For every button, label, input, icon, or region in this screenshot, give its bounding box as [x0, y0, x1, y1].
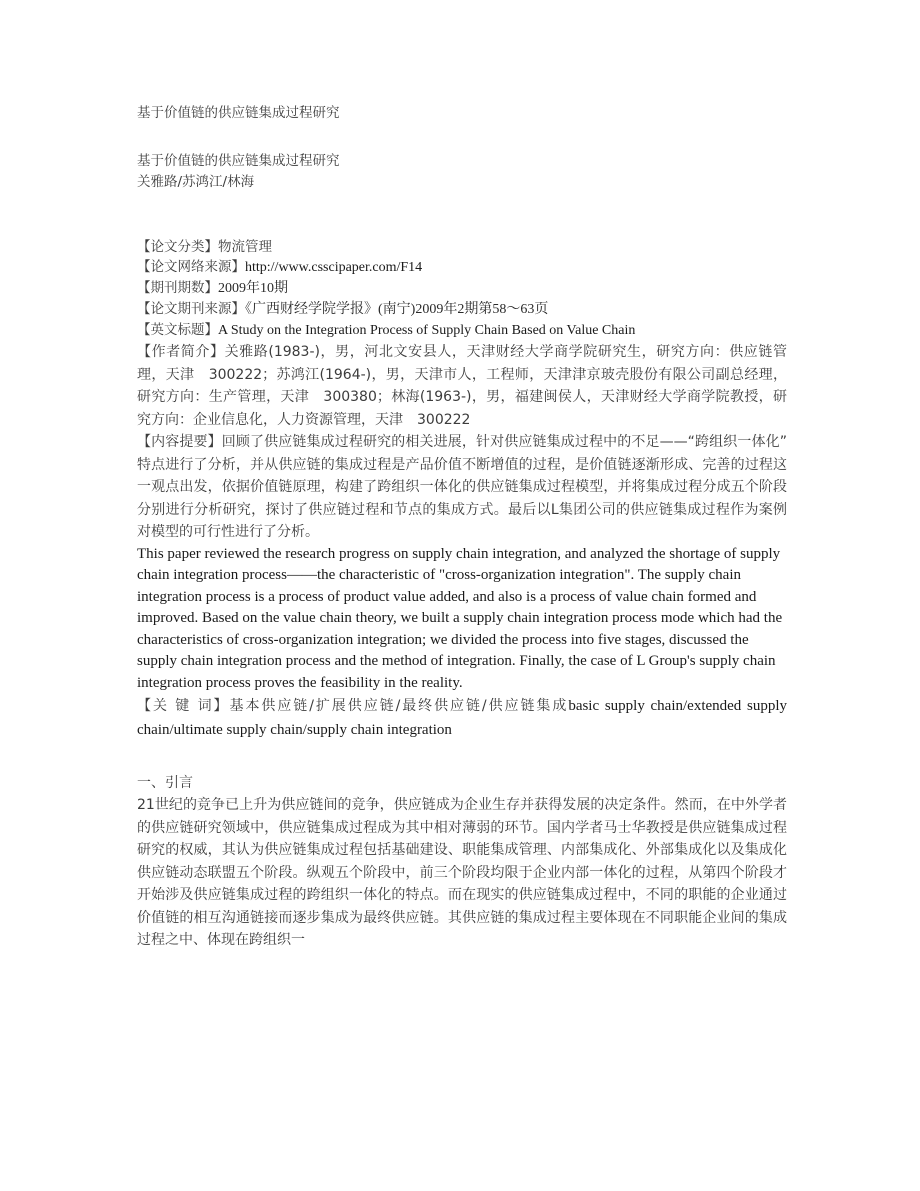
author-bio-label: 【作者简介】 [137, 344, 225, 360]
metadata-label: 【论文分类】 [137, 239, 218, 255]
metadata-row-journal [137, 299, 787, 320]
metadata-value-url[interactable]: http://www.csscipaper.com/F14 [245, 260, 423, 275]
metadata-list [137, 237, 787, 341]
metadata-row-english-title [137, 320, 787, 341]
page-title: 基于价值链的供应链集成过程研究 [137, 153, 340, 169]
title-byline-block [137, 151, 787, 193]
author-line: 关雅路/苏鸿江/林海 [137, 174, 255, 190]
author-bio-text: 关雅路(1983-)，男，河北文安县人，天津财经大学商学院研究生，研究方向：供应链管理，天津 300222；苏鸿江(1964-)，男，天津市人，工程师，天津津京玻壳股份有限公司副总经理，研究方向：生产管理，天津 300380；林海(1963-)，男，福建闽侯人，天津财经大学商学院教授，研究方向：企业信息化，人力资源管理，天津 300222 [137, 344, 788, 428]
title-spacer [137, 123, 787, 151]
metadata-value: 2009年10期 [218, 281, 288, 296]
metadata-value-english-title: A Study on the Integration Process of Supply Chain Based on Value Chain [218, 323, 636, 338]
keywords-en: basic supply chain/extended supply chain/ultimate supply chain/supply chain integration [137, 698, 788, 738]
metadata-row-source-url [137, 257, 787, 278]
author-bio-paragraph [137, 341, 787, 431]
body-paragraph-introduction: 21世纪的竞争已上升为供应链间的竞争，供应链成为企业生存并获得发展的决定条件。然而，在中外学者的供应链研究领域中，供应链集成过程成为其中相对薄弱的环节。国内学者马士华教授是供应链集成过程研究的权威，其认为供应链集成过程包括基础建设、职能集成管理、内部集成化、外部集成化以及集成化供应链动态联盟五个阶段。纵观五个阶段中，前三个阶段均限于企业内部一体化的过程，从第四个阶段才开始涉及供应链集成过程的跨组织一体化的特点。而在现实的供应链集成过程中，不同的职能的企业通过价值链的相互沟通链接而逐步集成为最终供应链。其供应链的集成过程主要体现在不同职能企业间的集成过程之中、体现在跨组织一 [137, 797, 787, 948]
abstract-cn-paragraph [137, 431, 787, 544]
metadata-label: 【期刊期数】 [137, 280, 218, 296]
metadata-label: 【论文期刊来源】 [137, 301, 245, 317]
document-content [137, 103, 787, 952]
keywords-cn: 基本供应链/扩展供应链/最终供应链/供应链集成 [229, 698, 569, 714]
metadata-value: 物流管理 [218, 239, 272, 255]
keywords-paragraph [137, 694, 787, 742]
metadata-spacer [137, 193, 787, 237]
abstract-cn-text: 回顾了供应链集成过程研究的相关进展，针对供应链集成过程中的不足——“跨组织一体化”特点进行了分析，并从供应链的集成过程是产品价值不断增值的过程，是价值链逐渐形成、完善的过程这一观点出发，依据价值链原理，构建了跨组织一体化的供应链集成过程模型，并将集成过程分成五个阶段分别进行分析研究，探讨了供应链过程和节点的集成方式。最后以L集团公司的供应链集成过程作为案例对模型的可行性进行了分析。 [137, 434, 787, 540]
metadata-row-issue [137, 278, 787, 299]
keywords-label: 【关 键 词】 [137, 698, 230, 714]
metadata-row-category [137, 237, 787, 257]
metadata-label: 【英文标题】 [137, 322, 218, 338]
section-spacer [137, 742, 787, 772]
document-header-title: 基于价值链的供应链集成过程研究 [137, 105, 340, 121]
section-heading-introduction: 一、引言 [137, 775, 193, 791]
metadata-value: 《广西财经学院学报》(南宁)2009年2期第58～63页 [245, 302, 549, 317]
abstract-en-paragraph [137, 544, 787, 695]
abstract-en-text: This paper reviewed the research progress on supply chain integration, and analyzed the shortage of supply chain integration process——the characteristic of "cross-organization integration". The supply chain integration process is a process of product value added, and also is a process of value chain formed and improved. Based on the value chain theory, we built a supply chain integration process mode which had the characteristics of cross-organization integration; we divided the process into five stages, discussed the supply chain integration process and the method of integration. Finally, the case of L Group's supply chain integration process proves the feasibility in the reality. [137, 545, 783, 691]
metadata-label: 【论文网络来源】 [137, 259, 245, 275]
abstract-cn-label: 【内容提要】 [137, 434, 222, 450]
